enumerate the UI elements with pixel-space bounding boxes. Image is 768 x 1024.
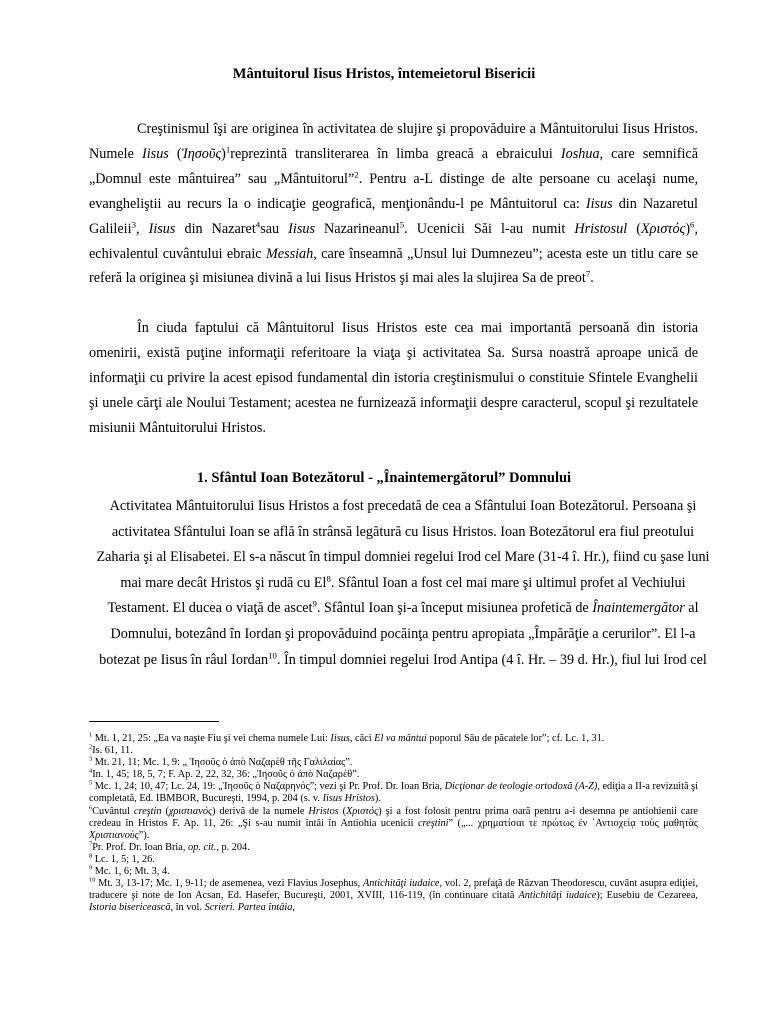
footnote-8: $^8$ Lc. 1, 5; 1, 26.	[89, 852, 155, 865]
paragraph-john-baptist: Activitatea Mântuitorului Iisus Hristos a fost precedată de cea a Sfântului Ioan Botezătorul. Persoana şi activitatea Sfântului Ioan se află în strânsă legătură cu Iisus Hristos. Ioan Botezătorul era fiul preotului Zaharia şi al Elisabetei. El s-a născut în timpul domniei regelui Irod cel Mare (31-4 î. Hr.), fiind cu şase luni mai mare decât Hristos şi rudă cu El$^8$. Sfântul Ioan a fost cel mai mare şi ultimul profet al Vechiului Testament. El ducea o viaţă de ascet$^9$. Sfântul Ioan şi-a început misiunea profetică de Înaintemergător al Domnului, botezând în Iordan şi propovăduind pocăinţa pentru apropiata „Împărăţie a cerurilor”. El l-a botezat pe Iisus în râul Iordan$^{10}$. În timpul domniei regelui Irod Antipa (4 î. Hr. – 39 d. Hr.), fiul lui Irod cel	[96, 498, 710, 668]
footnote-6: $^6$Cuvântul creştin (χριστιανός) derivă de la numele Hristos (Χριστός) şi a fost folosit pentru prima oară pentru a-i desemna pe antiohienii care credeau în Hristos F. Ap. 11, 26: „Şi s-au numit întâi în Antiohia ucenicii creştini” („... χρηματίσαι τε πρώτως ἐν ᾽Αντιοχείᾳ τοὺς μαθητὰς Χριστιανούς”).	[89, 804, 699, 841]
footnote-2: $^2$Is. 61, 11.	[89, 743, 133, 757]
footnotes	[89, 733, 698, 914]
footnote-ref: 6	[690, 218, 695, 229]
page-title: Mântuitorul Iisus Hristos, întemeietorul Bisericii	[232, 66, 536, 82]
footnote-1: $^1$ Mt. 1, 21, 25: „Ea va naşte Fiu şi vei chema numele Lui: Iisus, căci El va mântui poporul Său de păcatele lor”; cf. Lc. 1, 31.	[89, 731, 605, 744]
footnote-3: $^3$ Mt. 21, 11; Mc. 1, 9: „ Ἰησοῦς ὁ ἀπὸ Ναζαρὲθ τῆς Γαλιλαίας”.	[89, 755, 353, 769]
footnote-7: $^7$Pr. Prof. Dr. Ioan Bria, op. cit., p. 204.	[89, 840, 250, 853]
footnote-10: $^{10}$ Mt. 3, 13-17; Mc. 1, 9-11; de asemenea, vezi Flavius Josephus, Antichităţi iudaice, vol. 2, prefaţă de Răzvan Theodorescu, cuvânt asupra ediţiei, traducere şi note de Ion Acsan, Ed. Hasefer, Bucureşti, 2001, XVIII, 116-119, (în continuare citată Antichităţi iudaice); Eusebiu de Cezareea, Istoria bisericească, în vol. Scrieri. Partea întâia,	[89, 876, 698, 914]
footnote-ref: 10	[268, 649, 277, 660]
footnote-ref: 5	[399, 218, 405, 229]
paragraph-sources: În ciuda faptului că Mântuitorul Iisus Hristos este cea mai importantă persoană din istoria omenirii, există puţine informaţii referitoare la viaţa şi activitatea Sa. Sursa noastră aproape unică de informaţii cu privire la acest episod fundamental din istoria creştinismului o constituie Sfintele Evanghelii şi unele cărţi ale Noului Testament; acestea ne furnizează informaţii despre caracterul, scopul şi rezultatele misiunii Mântuitorului Hristos.	[89, 320, 698, 436]
footnote-ref: 7	[585, 268, 591, 279]
footnote-ref: 4	[255, 218, 261, 229]
footnote-ref: 2	[354, 169, 359, 180]
footnote-5: $^5$ Mc. 1, 24; 10, 47; Lc. 24, 19: „Ἰησοῦς ὁ Ναζαρηνός”; vezi şi Pr. Prof. Dr. Ioan Bria, Dicţionar de teologie ortodoxă (A-Z), ediţia a II-a revizuită şi completată, Ed. IBMBOR, Bucureşti, 1994, p. 204 (s. v. Iisus Hristos).	[89, 779, 698, 805]
footnote-separator	[89, 721, 219, 722]
footnote-ref: 3	[131, 218, 136, 229]
footnote-ref: 8	[326, 573, 331, 584]
footnote-4: $^4$In. 1, 45; 18, 5, 7; F. Ap. 2, 22, 32, 36: „Ἰησοῦς ὁ ἀπὸ Ναζαρέθ”.	[89, 767, 360, 781]
section-heading: 1. Sfântul Ioan Botezătorul - „Înaintemergătorul” Domnului	[196, 470, 572, 486]
paragraph-intro: Creştinismul îşi are originea în activitatea de slujire şi propovăduire a Mântuitorului Iisus Hristos. Numele Iisus (Ἰησοῦς)$^1$reprezintă transliterarea în limba greacă a ebraicului Ioshua, care semnifică „Domnul este mântuirea” sau „Mântuitorul”$^2$. Pentru a-L distinge de alte persoane cu acelaşi nume, evangheliştii au recurs la o indicaţie geografică, menţionându-l pe Mântuitorul ca: Iisus din Nazaretul Galileii$^3$, Iisus din Nazaret$^4$sau Iisus Nazarineanul$^5$. Ucenicii Săi l-au numit Hristosul $(X\rho\iota\sigma\tau ό\varsigma)^6$, echivalentul cuvântului ebraic Messiah, care înseamnă „Unsul lui Dumnezeu”; acesta este un titlu care se referă la originea şi misiunea divină a lui Iisus Hristos şi mai ales la slujirea Sa de preot$^7$.	[89, 121, 699, 287]
footnote-ref: 1	[225, 144, 231, 155]
footnote-9: $^9$ Mc. 1, 6; Mt. 3, 4.	[89, 864, 170, 878]
footnote-ref: 9	[312, 598, 317, 609]
